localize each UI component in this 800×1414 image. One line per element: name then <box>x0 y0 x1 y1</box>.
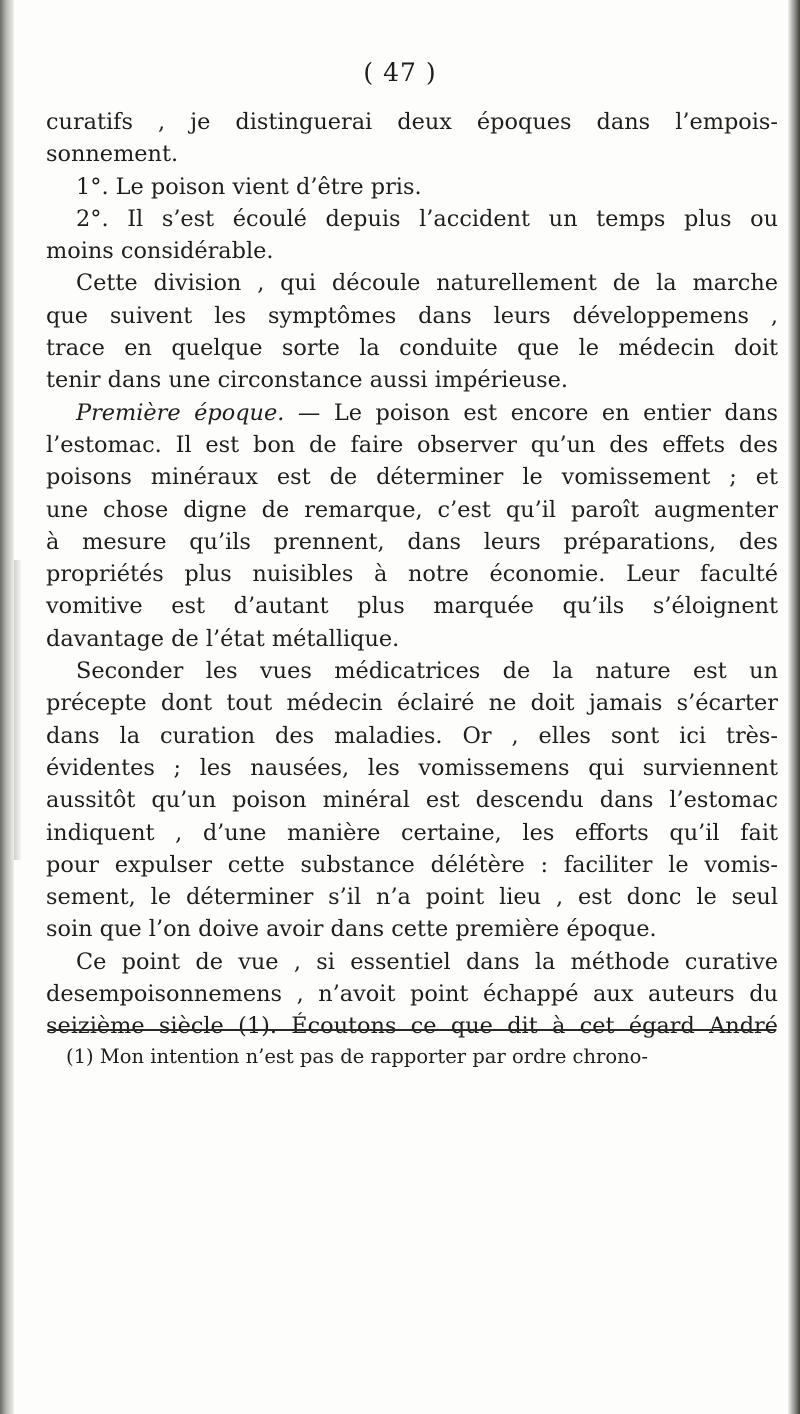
footnote: (1) Mon intention n’est pas de rapporter par ordre chrono- <box>66 1045 648 1068</box>
text-line: moins considérable. <box>46 238 274 265</box>
text-line: tenir dans une circonstance aussi impérieuse. <box>46 367 568 394</box>
text-line: vomitive est d’autant plus marquée qu’ils s’éloignent <box>46 593 778 620</box>
footnote-rule <box>48 1029 776 1031</box>
text-line: Cette division , qui découle naturellement de la marche <box>76 270 778 297</box>
text-line: seizième siècle (1). Écoutons ce que dit à cet égard André <box>46 1013 778 1040</box>
text-line: trace en quelque sorte la conduite que le médecin doit <box>46 335 778 362</box>
text-line: sement, le déterminer s’il n’a point lieu , est donc le seul <box>46 884 778 911</box>
section-heading-continuation: — Le poison est encore en entier dans <box>284 399 779 426</box>
text-line: pour expulser cette substance délétère : faciliter le vomis- <box>46 851 778 878</box>
text-line: précepte dont tout médecin éclairé ne doit jamais s’écarter <box>46 690 778 717</box>
text-line: évidentes ; les nausées, les vomissemens qui surviennent <box>46 754 778 781</box>
text-line: une chose digne de remarque, c’est qu’il paroît augmenter <box>46 496 778 523</box>
text-line: à mesure qu’ils prennent, dans leurs préparations, des <box>46 528 778 555</box>
page-edge-shadow <box>788 0 800 1414</box>
text-line: indiquent , d’une manière certaine, les efforts qu’il fait <box>46 819 778 846</box>
text-line: l’estomac. Il est bon de faire observer qu’un des effets des <box>46 431 778 458</box>
text-line: Seconder les vues médicatrices de la nature est un <box>76 658 778 685</box>
text-line: dans la curation des maladies. Or , elles sont ici très- <box>46 722 778 749</box>
text-line: 2°. Il s’est écoulé depuis l’accident un temps plus ou <box>76 205 778 232</box>
page-gutter-shadow <box>0 0 14 1414</box>
text-line: soin que l’on doive avoir dans cette première époque. <box>46 916 657 943</box>
text-line: que suivent les symptômes dans leurs développemens , <box>46 302 778 329</box>
section-line <box>46 397 778 429</box>
text-line: 1°. Le poison vient d’être pris. <box>76 173 422 200</box>
text-line: aussitôt qu’un poison minéral est descendu dans l’estomac <box>46 787 778 814</box>
text-line: Ce point de vue , si essentiel dans la méthode curative <box>76 948 778 975</box>
text-line: curatifs , je distinguerai deux époques dans l’empois- <box>46 109 778 135</box>
text-line: propriétés plus nuisibles à notre économie. Leur faculté <box>46 561 778 588</box>
text-line: poisons minéraux est de déterminer le vomissement ; et <box>46 464 778 491</box>
text-line: davantage de l’état métallique. <box>46 625 400 652</box>
text-line: desempoisonnemens , n’avoit point échappé aux auteurs du <box>46 981 778 1008</box>
text-line: sonnement. <box>46 141 179 168</box>
page-number: ( 47 ) <box>363 58 437 87</box>
body-text <box>46 106 778 1043</box>
section-heading: Première époque. <box>76 399 285 426</box>
